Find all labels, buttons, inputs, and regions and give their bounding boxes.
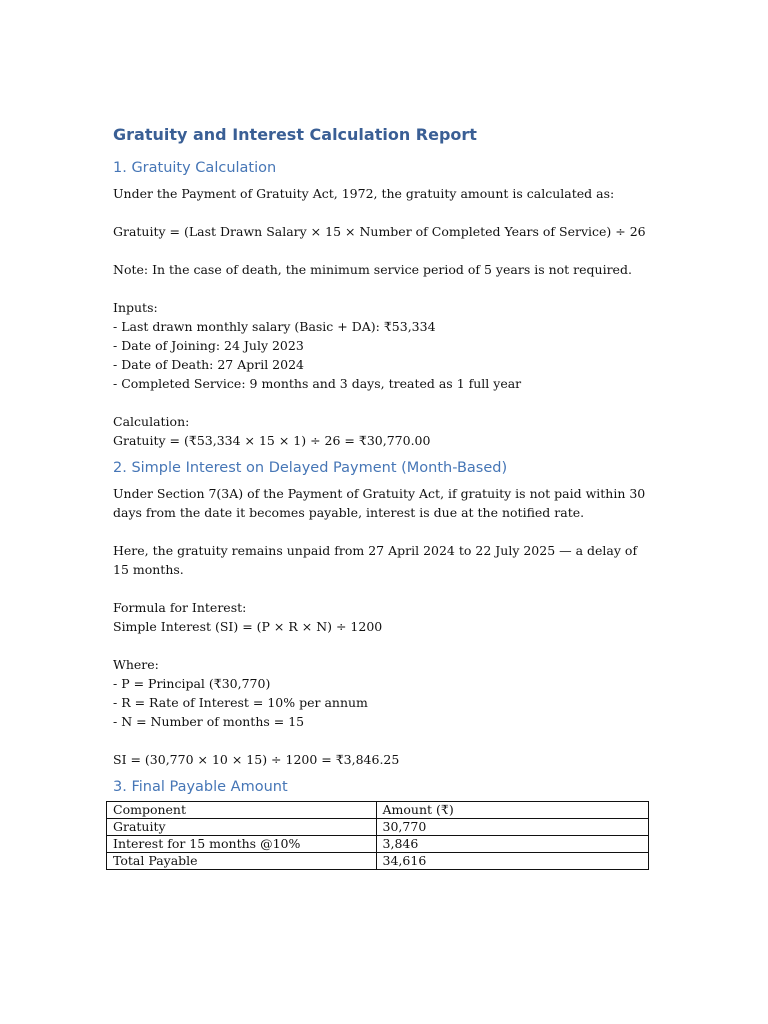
document-page	[113, 124, 653, 870]
table-header-component: Component	[107, 802, 377, 819]
input-item-joining-date: - Date of Joining: 24 July 2023	[113, 338, 304, 353]
table-cell-amount: 30,770	[376, 819, 648, 836]
where-item-months: - N = Number of months = 15	[113, 714, 305, 729]
where-item-principal: - P = Principal (₹30,770)	[113, 676, 271, 691]
gratuity-note-text: Note: In the case of death, the minimum service period of 5 years is not required.	[113, 262, 632, 277]
table-cell-component: Total Payable	[107, 853, 377, 870]
interest-result: SI = (30,770 × 10 × 15) ÷ 1200 = ₹3,846.25	[113, 752, 400, 767]
section-heading-final-payable: 3. Final Payable Amount	[113, 779, 288, 795]
table-row	[107, 853, 649, 870]
interest-result-block	[113, 750, 653, 769]
inputs-label: Inputs:	[113, 300, 158, 315]
table-cell-component: Gratuity	[107, 819, 377, 836]
formula-block	[113, 598, 653, 636]
table-header-row	[107, 802, 649, 819]
where-item-rate: - R = Rate of Interest = 10% per annum	[113, 695, 368, 710]
formula-label: Formula for Interest:	[113, 600, 247, 615]
table-cell-amount: 3,846	[376, 836, 648, 853]
input-item-salary: - Last drawn monthly salary (Basic + DA): ₹53,334	[113, 319, 436, 334]
where-block	[113, 655, 653, 731]
table-cell-amount: 34,616	[376, 853, 648, 870]
section-heading-gratuity-calculation: 1. Gratuity Calculation	[113, 160, 277, 176]
table-row	[107, 836, 649, 853]
payable-table	[106, 801, 649, 870]
gratuity-formula-text: Gratuity = (Last Drawn Salary × 15 × Number of Completed Years of Service) ÷ 26	[113, 224, 646, 239]
calculation-result: Gratuity = (₹53,334 × 15 × 1) ÷ 26 = ₹30,770.00	[113, 433, 431, 448]
input-item-completed-service: - Completed Service: 9 months and 3 days, treated as 1 full year	[113, 376, 522, 391]
input-item-death-date: - Date of Death: 27 April 2024	[113, 357, 304, 372]
page-title: Gratuity and Interest Calculation Report	[113, 125, 477, 144]
inputs-block	[113, 298, 653, 393]
calculation-block	[113, 412, 653, 450]
gratuity-intro-text: Under the Payment of Gratuity Act, 1972, the gratuity amount is calculated as:	[113, 186, 615, 201]
table-header-amount: Amount (₹)	[376, 802, 648, 819]
interest-intro-text: Under Section 7(3A) of the Payment of Gratuity Act, if gratuity is not paid within 30 days from the date it becomes payable, interest is due at the notified rate.	[113, 486, 646, 520]
section-heading-simple-interest: 2. Simple Interest on Delayed Payment (Month-Based)	[113, 460, 508, 476]
where-label: Where:	[113, 657, 159, 672]
table-cell-component: Interest for 15 months @10%	[107, 836, 377, 853]
delay-text: Here, the gratuity remains unpaid from 27 April 2024 to 22 July 2025 — a delay of 15 months.	[113, 543, 638, 577]
table-row	[107, 819, 649, 836]
interest-formula: Simple Interest (SI) = (P × R × N) ÷ 1200	[113, 619, 383, 634]
calculation-label: Calculation:	[113, 414, 190, 429]
